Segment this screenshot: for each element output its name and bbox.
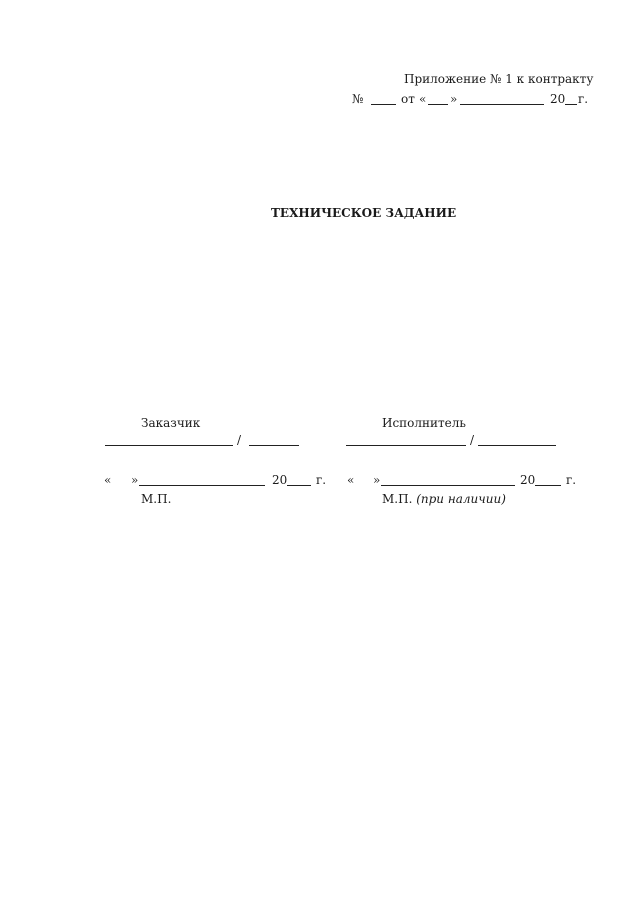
- contract-number-blank: [371, 104, 396, 105]
- customer-year-prefix: 20: [272, 473, 288, 487]
- appendix-line: Приложение № 1 к контракту: [404, 72, 594, 86]
- customer-slash: /: [237, 433, 242, 447]
- contract-day-blank: [428, 104, 448, 105]
- contract-close-quote: »: [450, 92, 458, 106]
- customer-stamp-label: М.П.: [141, 492, 172, 506]
- customer-close-quote: »: [131, 473, 139, 487]
- contractor-year-suffix: г.: [566, 473, 577, 487]
- contract-year-blank: [565, 104, 577, 105]
- contractor-label: Исполнитель: [382, 416, 466, 430]
- contractor-close-quote: »: [373, 473, 381, 487]
- contract-from-word: от: [401, 92, 415, 106]
- contractor-slash: /: [470, 433, 475, 447]
- document-title: ТЕХНИЧЕСКОЕ ЗАДАНИЕ: [271, 206, 457, 220]
- customer-name-line: [249, 445, 299, 446]
- contract-month-blank: [460, 104, 544, 105]
- contractor-stamp: М.П.: [382, 492, 413, 506]
- contractor-stamp-label: [382, 492, 506, 506]
- contractor-date-line: [381, 485, 515, 486]
- contractor-stamp-note: (при наличии): [416, 492, 506, 506]
- contract-year-suffix: г.: [578, 92, 589, 106]
- contract-number-mark: №: [352, 92, 364, 106]
- customer-open-quote: «: [104, 473, 112, 487]
- customer-year-blank: [287, 485, 311, 486]
- contractor-open-quote: «: [347, 473, 355, 487]
- contractor-signature-line: [346, 445, 466, 446]
- contract-open-quote: «: [419, 92, 427, 106]
- contractor-name-line: [478, 445, 556, 446]
- contractor-year-prefix: 20: [520, 473, 536, 487]
- customer-year-suffix: г.: [316, 473, 327, 487]
- contractor-year-blank: [535, 485, 561, 486]
- customer-date-line: [139, 485, 265, 486]
- contract-year-prefix: 20: [550, 92, 566, 106]
- customer-signature-line: [105, 445, 233, 446]
- customer-label: Заказчик: [141, 416, 201, 430]
